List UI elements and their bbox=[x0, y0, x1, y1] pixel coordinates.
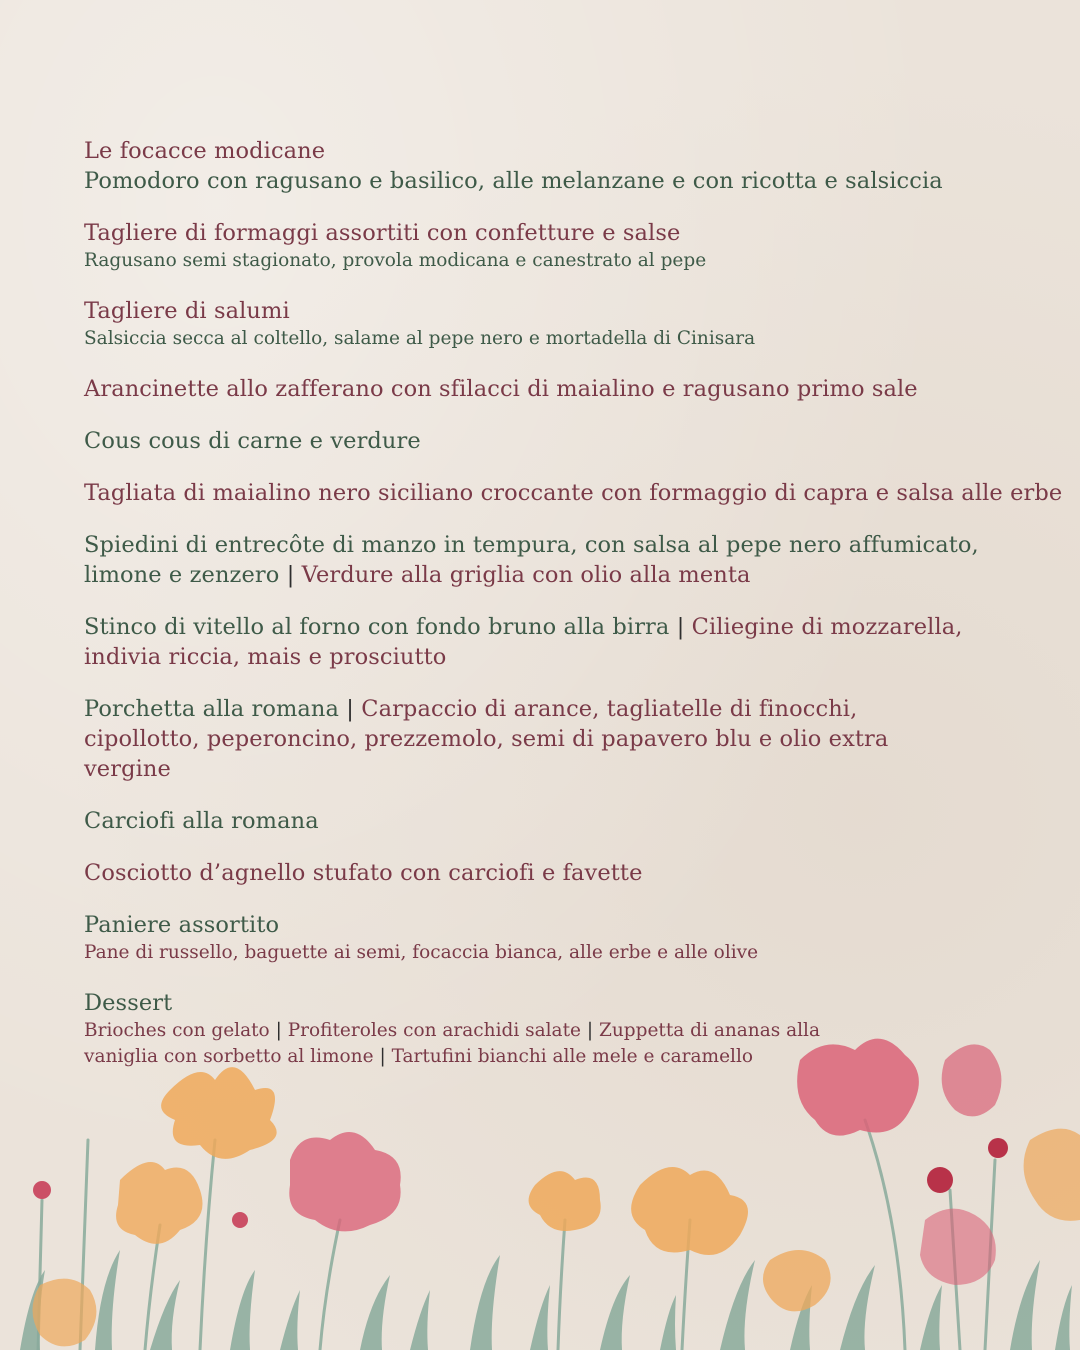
menu-item-title bbox=[84, 530, 1044, 590]
dessert-item: Profiteroles con arachidi salate bbox=[287, 1020, 581, 1041]
menu-item bbox=[84, 296, 1044, 352]
menu-item-title: Le focacce modicane bbox=[84, 138, 326, 164]
menu-item-description: Pane di russello, baguette ai semi, focaccia bianca, alle erbe e alle olive bbox=[84, 942, 759, 963]
menu-item bbox=[84, 910, 1044, 966]
separator: | bbox=[676, 614, 685, 640]
separator: | bbox=[275, 1020, 282, 1041]
menu-item-main: Stinco di vitello al forno con fondo bruno alla birra bbox=[84, 614, 670, 640]
separator: | bbox=[379, 1046, 386, 1067]
menu-item-title: Tagliata di maialino nero siciliano croccante con formaggio di capra e salsa alle erbe bbox=[84, 480, 1063, 506]
menu-item-description: Pomodoro con ragusano e basilico, alle melanzane e con ricotta e salsiccia bbox=[84, 168, 943, 194]
menu-item bbox=[84, 858, 1044, 888]
menu-item-side: Verdure alla griglia con olio alla menta bbox=[301, 562, 751, 588]
menu-item bbox=[84, 218, 1044, 274]
menu-item-title: Cous cous di carne e verdure bbox=[84, 428, 421, 454]
dessert-item: Tartufini bianchi alle mele e caramello bbox=[391, 1046, 754, 1067]
menu-item-title: Arancinette allo zafferano con sfilacci di maialino e ragusano primo sale bbox=[84, 376, 918, 402]
menu-item bbox=[84, 806, 1044, 836]
menu-list bbox=[84, 136, 1063, 1092]
menu-item-main: Spiedini di entrecôte di manzo in tempura, con salsa al pepe nero affumicato, limone e zenzero bbox=[84, 532, 979, 588]
menu-item bbox=[84, 374, 1044, 404]
menu-item bbox=[84, 426, 1044, 456]
menu-item-side: Carpaccio di arance, tagliatelle di finocchi, cipollotto, peperoncino, prezzemolo, semi di papavero blu e olio extra vergine bbox=[84, 696, 889, 782]
watercolor-flowers-border-icon bbox=[0, 1020, 1080, 1350]
menu-item-title bbox=[84, 612, 1044, 672]
dessert-item: Brioches con gelato bbox=[84, 1020, 270, 1041]
menu-item bbox=[84, 694, 1044, 784]
menu-item-title: Cosciotto d’agnello stufato con carciofi e favette bbox=[84, 860, 643, 886]
menu-item-description: Salsiccia secca al coltello, salame al pepe nero e mortadella di Cinisara bbox=[84, 328, 756, 349]
menu-item bbox=[84, 136, 1044, 196]
dessert-item: Zuppetta di ananas alla bbox=[599, 1020, 821, 1041]
menu-item bbox=[84, 530, 1044, 590]
menu-item-main: Porchetta alla romana bbox=[84, 696, 340, 722]
menu-item-side: Ciliegine di mozzarella, indivia riccia, mais e prosciutto bbox=[84, 614, 963, 670]
menu-item bbox=[84, 478, 1063, 508]
menu-item bbox=[84, 612, 1044, 672]
menu-item-title bbox=[84, 694, 964, 784]
dessert-item: vaniglia con sorbetto al limone bbox=[84, 1046, 374, 1067]
menu-item-title: Paniere assortito bbox=[84, 912, 280, 938]
menu-item-title: Tagliere di formaggi assortiti con confetture e salse bbox=[84, 220, 681, 246]
menu-item-description: Ragusano semi stagionato, provola modicana e canestrato al pepe bbox=[84, 250, 707, 271]
menu-item-title: Carciofi alla romana bbox=[84, 808, 319, 834]
separator: | bbox=[286, 562, 295, 588]
dessert-title: Dessert bbox=[84, 990, 173, 1016]
menu-item-title: Tagliere di salumi bbox=[84, 298, 290, 324]
separator: | bbox=[586, 1020, 594, 1041]
separator: | bbox=[346, 696, 354, 722]
